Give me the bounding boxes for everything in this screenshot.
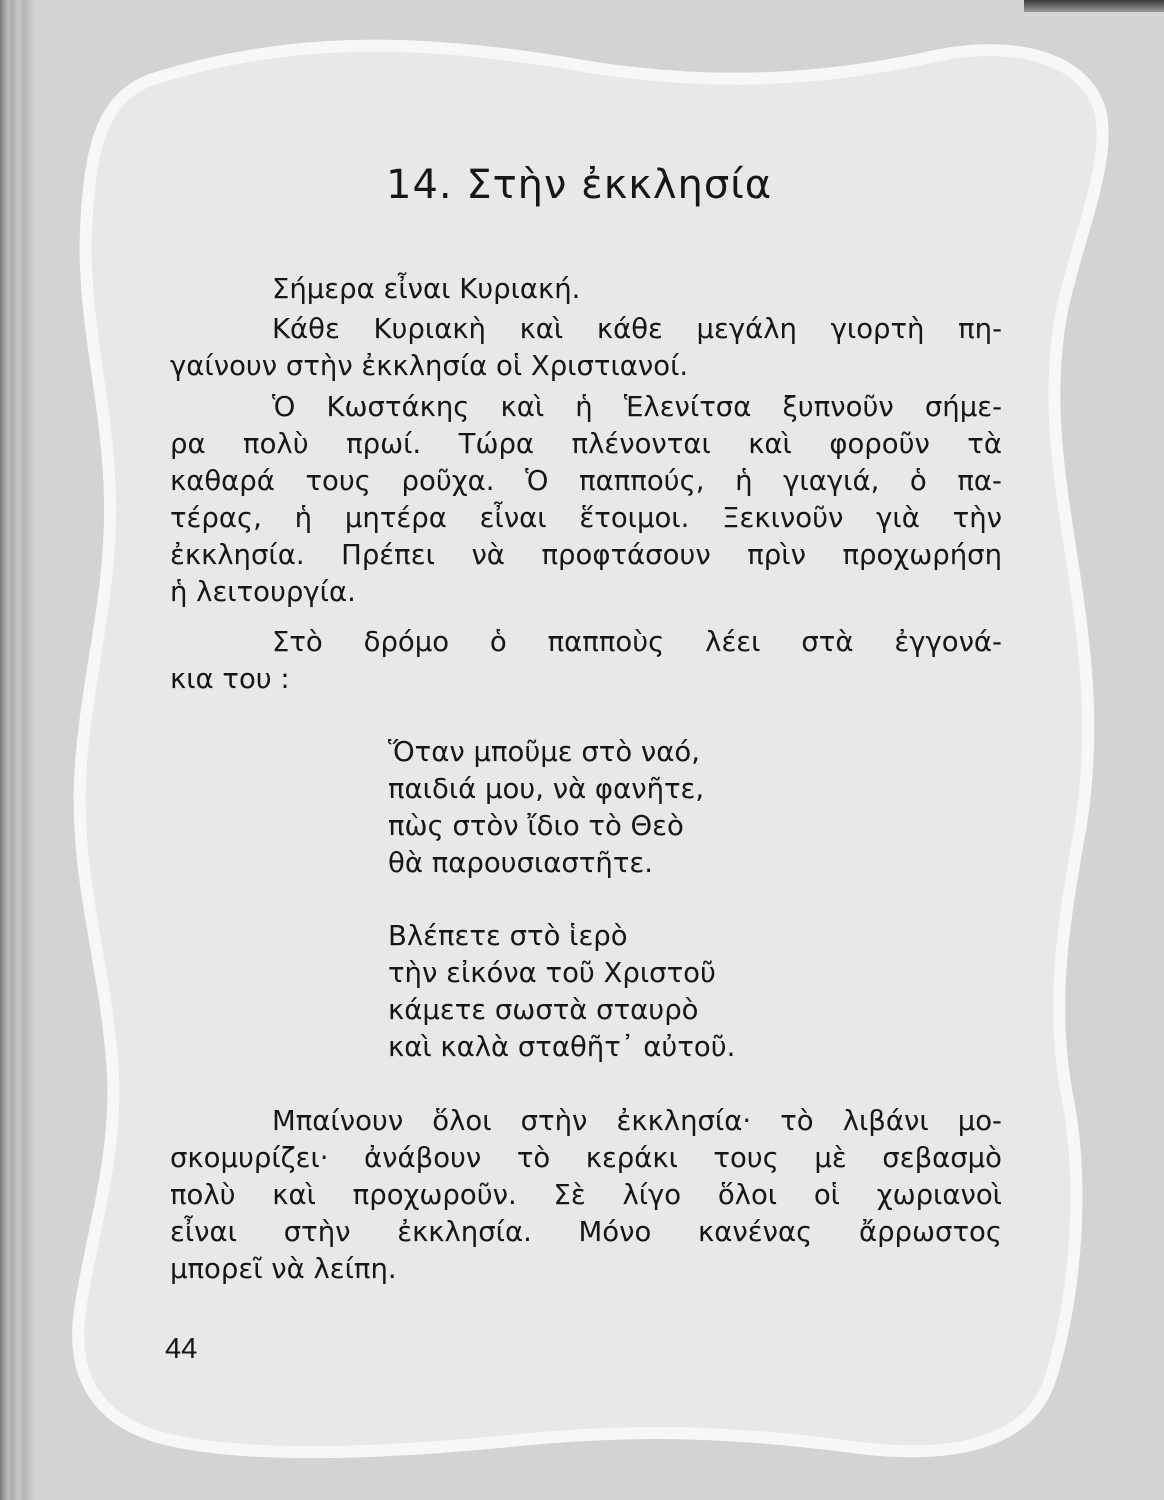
verse-line: Βλέπετε στὸ ἱερὸ	[388, 920, 628, 952]
text-line: Μπαίνουν ὅλοι στὴν ἐκκλησία· τὸ λιβάνι μο-	[272, 1105, 1002, 1137]
page-title: 14. Στὴν ἐκκλησία	[386, 162, 773, 208]
paragraph-2	[170, 311, 1002, 385]
verse-line: τὴν εἰκόνα τοῦ Χριστοῦ	[388, 957, 716, 989]
text-line: πολὺ καὶ προχωροῦν. Σὲ λίγο ὅλοι οἱ χωριανοὶ	[170, 1179, 1002, 1211]
page-number: 44	[165, 1333, 198, 1365]
verse-line: παιδιά μου, νὰ φανῆτε,	[388, 773, 705, 805]
text-line: ἐκκλησία. Πρέπει νὰ προφτάσουν πρὶν προχωρήση	[170, 539, 1002, 571]
verse-line: καὶ καλὰ σταθῆτ᾽ αὐτοῦ.	[388, 1031, 736, 1063]
text-line: ρα πολὺ πρωί. Τώρα πλένονται καὶ φοροῦν τὰ	[170, 428, 1002, 460]
verse-stanza-1	[388, 734, 704, 882]
verse-line: Ὅταν μποῦμε στὸ ναό,	[388, 736, 700, 768]
text-line: Σήμερα εἶναι Κυριακή.	[272, 273, 581, 305]
verse-stanza-2	[388, 918, 735, 1066]
paragraph-1	[170, 271, 1002, 308]
text-line: Κάθε Κυριακὴ καὶ κάθε μεγάλη γιορτὴ πη-	[272, 313, 1002, 345]
text-line: Στὸ δρόμο ὁ παπποὺς λέει στὰ ἐγγονά-	[272, 626, 1002, 658]
verse-line: κάμετε σωστὰ σταυρὸ	[388, 994, 699, 1026]
text-line: κια του :	[170, 663, 290, 695]
text-line: Ὁ Κωστάκης καὶ ἡ Ἑλενίτσα ξυπνοῦν σήμε-	[272, 391, 1002, 423]
text-line: ἡ λειτουργία.	[170, 576, 356, 608]
paragraph-5	[170, 1103, 1002, 1288]
paragraph-4	[170, 624, 1002, 698]
paragraph-3	[170, 389, 1002, 611]
text-line: γαίνουν στὴν ἐκκλησία οἱ Χριστιανοί.	[170, 350, 689, 382]
verse-line: θὰ παρουσιαστῆτε.	[388, 847, 654, 879]
verse-line: πὼς στὸν ἴδιο τὸ Θεὸ	[388, 810, 684, 842]
text-line: εἶναι στὴν ἐκκλησία. Μόνο κανένας ἄρρωστος	[170, 1216, 1002, 1248]
text-line: καθαρά τους ροῦχα. Ὁ παππούς, ἡ γιαγιά, ὁ πα-	[170, 465, 1002, 497]
text-line: σκομυρίζει· ἀνάβουν τὸ κεράκι τους μὲ σεβασμὸ	[170, 1142, 1002, 1174]
text-line: τέρας, ἡ μητέρα εἶναι ἕτοιμοι. Ξεκινοῦν γιὰ τὴν	[170, 502, 1002, 534]
text-line: μπορεῖ νὰ λείπη.	[170, 1253, 397, 1285]
